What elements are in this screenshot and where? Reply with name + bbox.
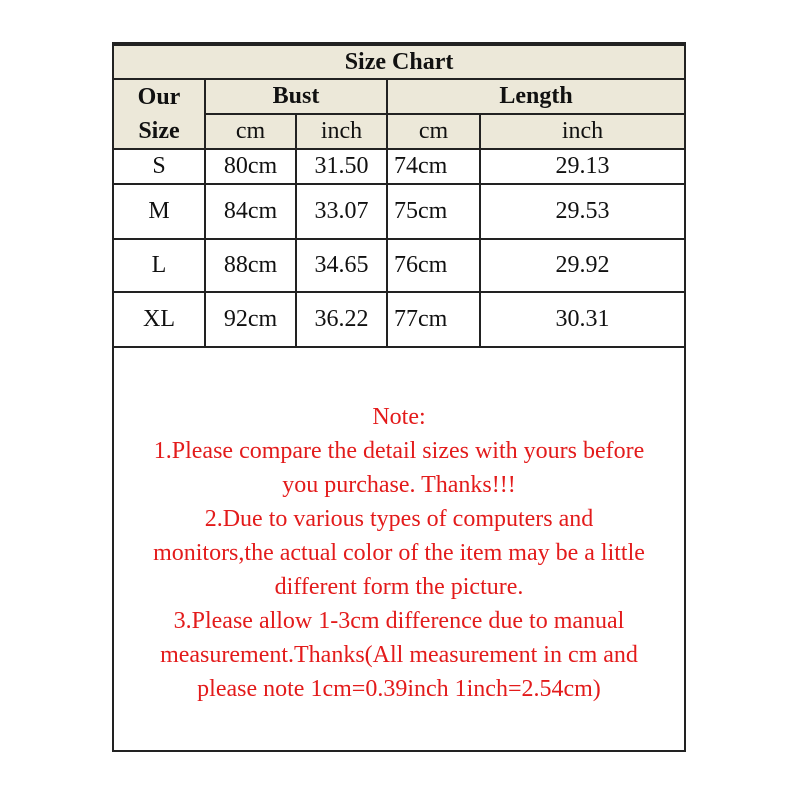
bust-cm-cell: 92cm <box>205 292 296 347</box>
note-line: you purchase. Thanks!!! <box>282 472 516 498</box>
bust-cm-cell: 88cm <box>205 239 296 292</box>
table-row <box>114 292 684 347</box>
note-line: 1.Please compare the detail sizes with yours before <box>153 438 645 464</box>
note-line: 3.Please allow 1-3cm difference due to manual <box>173 608 625 634</box>
length-cm-cell: 74cm <box>387 149 480 184</box>
bust-cm-unit: cm <box>205 114 296 149</box>
bust-inch-cell: 34.65 <box>296 239 387 292</box>
table-row <box>114 149 684 184</box>
length-inch-cell: 29.53 <box>480 184 684 239</box>
note-block <box>114 400 684 706</box>
note-line: 2.Due to various types of computers and <box>204 506 594 532</box>
bust-cm-cell: 80cm <box>205 149 296 184</box>
length-cm-unit: cm <box>387 114 480 149</box>
length-inch-cell: 30.31 <box>480 292 684 347</box>
note-line: measurement.Thanks(All measurement in cm and <box>160 642 638 668</box>
bust-inch-cell: 36.22 <box>296 292 387 347</box>
size-chart-title: Size Chart <box>114 45 684 79</box>
bust-inch-cell: 31.50 <box>296 149 387 184</box>
length-header: Length <box>387 79 684 114</box>
length-cm-cell: 75cm <box>387 184 480 239</box>
length-inch-cell: 29.13 <box>480 149 684 184</box>
our-size-header-line1: Our <box>137 84 181 110</box>
length-inch-unit: inch <box>480 114 684 149</box>
note-line: monitors,the actual color of the item may be a little <box>153 540 645 566</box>
note-line: different form the picture. <box>274 574 524 600</box>
note-heading: Note: <box>372 404 426 430</box>
bust-header: Bust <box>205 79 387 114</box>
size-chart-table <box>114 44 684 348</box>
note-line: please note 1cm=0.39inch 1inch=2.54cm) <box>197 676 601 702</box>
length-cm-cell: 77cm <box>387 292 480 347</box>
table-row <box>114 239 684 292</box>
size-cell: S <box>114 149 205 184</box>
our-size-header <box>114 79 205 149</box>
bust-inch-unit: inch <box>296 114 387 149</box>
size-cell: M <box>114 184 205 239</box>
our-size-header-line2: Size <box>138 118 180 144</box>
size-cell: L <box>114 239 205 292</box>
bust-cm-cell: 84cm <box>205 184 296 239</box>
table-row <box>114 184 684 239</box>
bust-inch-cell: 33.07 <box>296 184 387 239</box>
length-inch-cell: 29.92 <box>480 239 684 292</box>
size-chart-frame <box>112 42 686 752</box>
length-cm-cell: 76cm <box>387 239 480 292</box>
size-cell: XL <box>114 292 205 347</box>
